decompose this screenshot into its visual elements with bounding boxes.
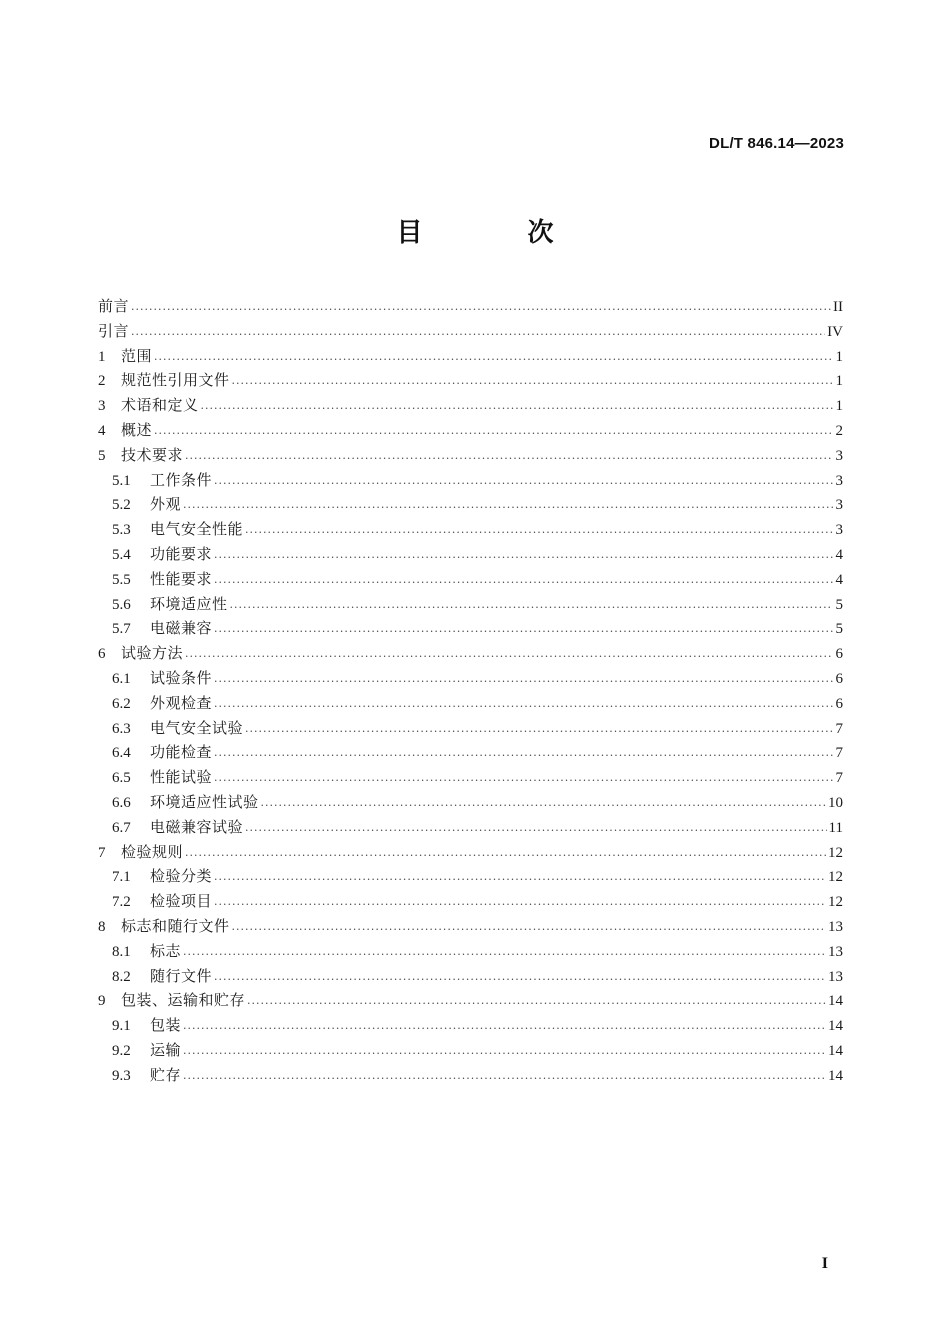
toc-entry-page: 12: [828, 869, 843, 886]
toc-entry[interactable]: [98, 294, 843, 319]
toc-entry-title: 工作条件: [150, 470, 213, 489]
toc-entry-page: 13: [828, 968, 843, 985]
toc-entry[interactable]: [98, 740, 843, 765]
toc-entry-number: 5.4: [112, 546, 131, 563]
toc-entry-title: 前言: [98, 297, 130, 315]
toc-dot-leader: [245, 819, 827, 837]
toc-entry-page: 3: [835, 447, 843, 464]
toc-entry[interactable]: [98, 443, 843, 468]
toc-entry[interactable]: [98, 691, 843, 716]
toc-dot-leader: [183, 496, 833, 514]
toc-dot-leader: [131, 298, 831, 316]
toc-entry-number: 9.2: [112, 1042, 131, 1059]
toc-dot-leader: [261, 794, 826, 812]
toc-entry[interactable]: [98, 1063, 843, 1088]
toc-entry-title: 功能要求: [150, 544, 213, 563]
toc-entry-title: 技术要求: [121, 445, 184, 464]
toc-entry[interactable]: [98, 393, 843, 418]
toc-entry-page: 6: [835, 695, 843, 712]
toc-entry-page: 12: [828, 894, 843, 911]
toc-entry-number: 7: [98, 844, 106, 861]
toc-dot-leader: [214, 868, 826, 886]
toc-dot-leader: [214, 571, 833, 589]
toc-entry[interactable]: [98, 1013, 843, 1038]
toc-dot-leader: [214, 695, 833, 713]
toc-entry-page: 3: [835, 497, 843, 514]
toc-entry-page: 3: [835, 522, 843, 539]
toc-entry-page: 13: [828, 918, 843, 935]
toc-entry-title: 环境适应性试验: [150, 792, 259, 811]
toc-entry-page: 5: [835, 596, 843, 613]
toc-entry-number: 6.7: [112, 819, 131, 836]
toc-entry-title: 贮存: [150, 1065, 182, 1084]
page-title: 目 次: [396, 218, 602, 248]
toc-entry-title: 标志和随行文件: [121, 916, 230, 935]
toc-entry-page: 12: [828, 844, 843, 861]
toc-entry-number: 3: [98, 398, 106, 415]
toc-dot-leader: [154, 422, 833, 440]
toc-entry[interactable]: [98, 864, 843, 889]
toc-entry-number: 5.6: [112, 596, 131, 613]
toc-entry[interactable]: [98, 964, 843, 989]
toc-entry-page: IV: [827, 323, 843, 340]
toc-dot-leader: [214, 620, 833, 638]
toc-entry-page: 4: [835, 571, 843, 588]
toc-entry-page: 2: [835, 422, 843, 439]
toc-entry-title: 性能要求: [150, 569, 213, 588]
document-code: DL/T 846.14—2023: [709, 135, 844, 152]
toc-entry-title: 试验方法: [121, 644, 184, 663]
toc-entry-number: 2: [98, 373, 106, 390]
toc-entry-page: 3: [835, 472, 843, 489]
toc-entry[interactable]: [98, 666, 843, 691]
toc-entry[interactable]: [98, 468, 843, 493]
toc-entry-number: 6.4: [112, 745, 131, 762]
toc-entry-page: 7: [835, 745, 843, 762]
toc-entry-title: 检验规则: [121, 842, 184, 861]
toc-entry[interactable]: [98, 592, 843, 617]
toc-entry[interactable]: [98, 716, 843, 741]
toc-entry-page: 14: [828, 1018, 843, 1035]
toc-dot-leader: [183, 1017, 826, 1035]
table-of-contents: [98, 294, 843, 1088]
toc-entry-number: 6.5: [112, 770, 131, 787]
toc-entry-title: 随行文件: [150, 966, 213, 985]
toc-entry-page: 1: [835, 373, 843, 390]
toc-entry-number: 8: [98, 918, 106, 935]
toc-entry-title: 外观: [150, 495, 182, 514]
toc-entry[interactable]: [98, 616, 843, 641]
toc-entry[interactable]: [98, 790, 843, 815]
toc-entry[interactable]: [98, 641, 843, 666]
toc-entry-number: 8.1: [112, 943, 131, 960]
toc-entry-number: 6.1: [112, 670, 131, 687]
toc-entry-number: 9.3: [112, 1067, 131, 1084]
toc-entry-page: 10: [828, 794, 843, 811]
toc-dot-leader: [247, 992, 826, 1010]
toc-entry-page: 7: [835, 770, 843, 787]
toc-dot-leader: [131, 323, 825, 341]
toc-entry-title: 电磁兼容: [150, 619, 213, 638]
toc-entry[interactable]: [98, 517, 843, 542]
toc-entry-title: 检验项目: [150, 892, 213, 911]
toc-dot-leader: [214, 893, 826, 911]
toc-entry-title: 环境适应性: [150, 594, 228, 613]
toc-entry-page: 14: [828, 1067, 843, 1084]
toc-dot-leader: [214, 546, 833, 564]
toc-entry[interactable]: [98, 914, 843, 939]
toc-entry-page: 1: [835, 348, 843, 365]
toc-entry-number: 8.2: [112, 968, 131, 985]
toc-entry-page: II: [833, 299, 843, 315]
toc-entry-page: 4: [835, 546, 843, 563]
toc-dot-leader: [214, 472, 833, 490]
toc-entry-page: 6: [835, 670, 843, 687]
toc-entry-number: 9: [98, 993, 106, 1010]
toc-entry-number: 5: [98, 447, 106, 464]
toc-entry-page: 1: [835, 398, 843, 415]
toc-entry-title: 包装、运输和贮存: [121, 991, 246, 1010]
toc-entry-number: 6.3: [112, 720, 131, 737]
toc-entry-number: 5.7: [112, 621, 131, 638]
toc-entry-number: 5.1: [112, 472, 131, 489]
toc-dot-leader: [214, 968, 826, 986]
toc-entry[interactable]: [98, 418, 843, 443]
toc-entry-page: 7: [835, 720, 843, 737]
toc-entry-title: 外观检查: [150, 693, 213, 712]
toc-entry-title: 运输: [150, 1040, 182, 1059]
toc-entry[interactable]: [98, 567, 843, 592]
toc-entry-number: 5.3: [112, 522, 131, 539]
toc-entry-title: 规范性引用文件: [121, 371, 230, 390]
page-number: I: [821, 1255, 828, 1272]
toc-entry[interactable]: [98, 840, 843, 865]
toc-entry-title: 概述: [121, 420, 153, 439]
toc-entry-title: 电气安全试验: [150, 718, 244, 737]
toc-entry-page: 14: [828, 1042, 843, 1059]
toc-entry[interactable]: [98, 889, 843, 914]
toc-entry[interactable]: [98, 319, 843, 344]
toc-entry-title: 试验条件: [150, 668, 213, 687]
toc-entry-title: 电磁兼容试验: [150, 817, 244, 836]
toc-entry-title: 引言: [98, 321, 130, 340]
toc-entry[interactable]: [98, 765, 843, 790]
toc-entry-number: 5.2: [112, 497, 131, 514]
toc-entry-number: 4: [98, 422, 106, 439]
toc-entry-page: 5: [835, 621, 843, 638]
toc-entry-page: 11: [828, 819, 843, 836]
toc-dot-leader: [183, 1042, 826, 1060]
toc-entry[interactable]: [98, 988, 843, 1013]
toc-entry[interactable]: [98, 492, 843, 517]
toc-entry-title: 标志: [150, 941, 182, 960]
toc-entry-title: 术语和定义: [121, 396, 199, 415]
toc-entry-title: 电气安全性能: [150, 520, 244, 539]
toc-dot-leader: [183, 1067, 826, 1085]
toc-entry[interactable]: [98, 815, 843, 840]
toc-entry-number: 7.1: [112, 869, 131, 886]
toc-entry-number: 6.2: [112, 695, 131, 712]
toc-entry-page: 13: [828, 943, 843, 960]
toc-entry-number: 9.1: [112, 1018, 131, 1035]
toc-entry-number: 6: [98, 646, 106, 663]
toc-entry[interactable]: [98, 1038, 843, 1063]
toc-entry[interactable]: [98, 542, 843, 567]
toc-entry-title: 性能试验: [150, 768, 213, 787]
toc-dot-leader: [154, 348, 833, 366]
toc-entry-title: 功能检查: [150, 743, 213, 762]
toc-entry-number: 6.6: [112, 794, 131, 811]
toc-entry-number: 7.2: [112, 894, 131, 911]
toc-dot-leader: [201, 397, 833, 415]
toc-dot-leader: [214, 769, 833, 787]
toc-dot-leader: [214, 744, 833, 762]
toc-entry-number: 1: [98, 348, 106, 365]
toc-entry-title: 包装: [150, 1016, 182, 1035]
toc-entry-page: 6: [835, 646, 843, 663]
toc-dot-leader: [245, 521, 833, 539]
toc-dot-leader: [185, 645, 833, 663]
toc-dot-leader: [232, 918, 826, 936]
toc-entry-title: 检验分类: [150, 867, 213, 886]
toc-entry-number: 5.5: [112, 571, 131, 588]
toc-entry[interactable]: [98, 344, 843, 369]
toc-entry-page: 14: [828, 993, 843, 1010]
toc-dot-leader: [185, 844, 826, 862]
toc-entry-title: 范围: [121, 346, 153, 365]
toc-dot-leader: [214, 670, 833, 688]
toc-entry[interactable]: [98, 939, 843, 964]
toc-dot-leader: [245, 720, 833, 738]
toc-dot-leader: [230, 596, 833, 614]
toc-entry[interactable]: [98, 368, 843, 393]
toc-dot-leader: [185, 447, 833, 465]
toc-dot-leader: [183, 943, 826, 961]
toc-dot-leader: [232, 372, 833, 390]
